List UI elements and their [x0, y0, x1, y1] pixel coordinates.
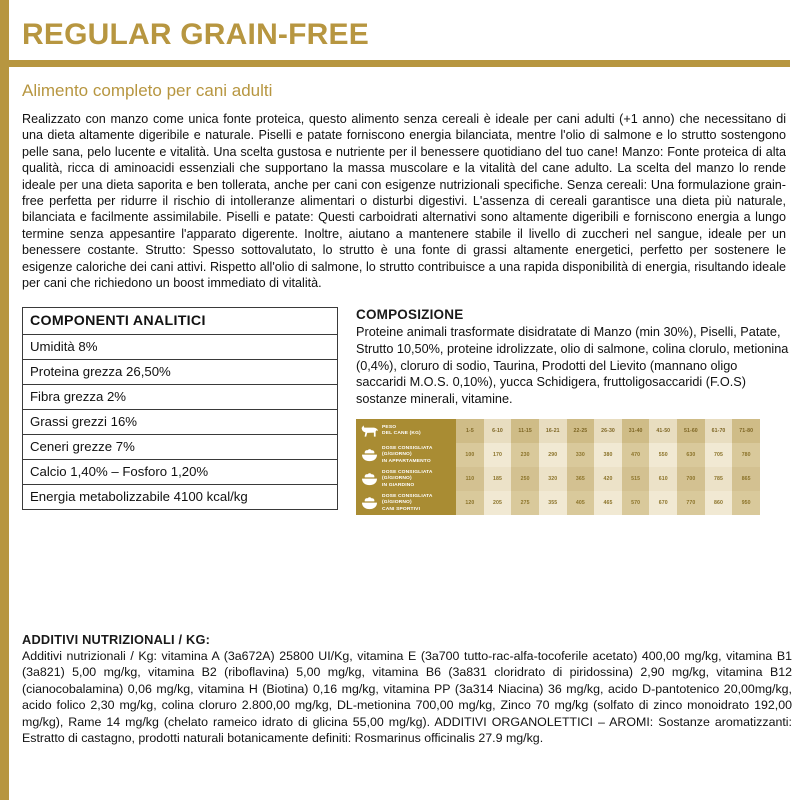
dose-cell: 185 [484, 467, 512, 491]
page-subtitle: Alimento completo per cani adulti [22, 81, 273, 100]
bowl-icon-cell [356, 491, 382, 515]
dose-cell: 365 [567, 467, 595, 491]
weight-header-cell: 31-40 [622, 419, 650, 443]
feeding-guide-wrapper [356, 419, 790, 515]
feeding-row-label: PESO DEL CANE (KG) [382, 419, 456, 443]
table-row [23, 308, 338, 335]
table-row [356, 467, 760, 491]
dose-cell: 275 [511, 491, 539, 515]
feeding-row-label: DOSE CONSIGLIATA (G/GIORNO) CANI SPORTIVI [382, 491, 456, 515]
left-accent-bar [0, 0, 9, 800]
table-row [23, 385, 338, 410]
weight-header-cell: 61-70 [705, 419, 733, 443]
analytic-cell: Fibra grezza 2% [23, 385, 338, 410]
dose-cell: 120 [456, 491, 484, 515]
product-description: Realizzato con manzo come unica fonte proteica, questo alimento senza cereali è ideale per cani adulti (+1 anno) che necessitano di una dieta altamente digeribile e naturale. Piselli e patate forniscono energia bilanciata, mentre l'olio di salmone e lo strutto sostengono pelle sana, pelo lucente e vitalità. Una scelta gustosa e nutriente per il benessere quotidiano del tuo cane! Manzo: Fonte proteica di alta qualità, ricca di aminoacidi essenziali che supportano la massa muscolare e la vitalità del cane adulto. La scelta del manzo lo rende ideale per una dieta saporita e ben tollerata, anche per cani con esigenze nutrizionali specifiche. Senza cereali: Una formulazione grain-free perfetta per ridurre il rischio di intolleranze alimentari o disturbi digestivi. L'assenza di cereali garantisce una dieta più naturale, bilanciata e facilmente assimilabile. Piselli e patate: Questi carboidrati alternativi sono altamente digeribili e forniscono energia a lungo termine senza appesantire l'apparato digerente. Inoltre, aiutano a mantenere stabile il livello di zuccheri nel sangue, ideale per un benessere costante. Strutto: Spesso sottovalutato, lo strutto è una fonte di grassi altamente energetici, perfetto per sostenere le esigenze caloriche dei cani attivi. Rispetto all'olio di salmone, lo strutto contribuisce a una rapida disponibilità di energia, risultando ideale per cani che richiedono un boost immediato di vitalità. [22, 112, 786, 291]
weight-header-cell: 6-10 [484, 419, 512, 443]
dose-cell: 950 [732, 491, 760, 515]
footer-section [22, 632, 792, 746]
dose-cell: 170 [484, 443, 512, 467]
dose-cell: 515 [622, 467, 650, 491]
table-row [356, 419, 760, 443]
dose-cell: 770 [677, 491, 705, 515]
weight-header-cell: 11-15 [511, 419, 539, 443]
dose-cell: 320 [539, 467, 567, 491]
analytic-cell: Ceneri grezze 7% [23, 435, 338, 460]
dose-cell: 290 [539, 443, 567, 467]
footer-text: Additivi nutrizionali / Kg: vitamina A (3a672A) 25800 UI/Kg, vitamina E (3a700 tutto-rac-alfa-tocoferile acetato) 400,00 mg/kg, vitamina B1 (3a821) 5,00 mg/kg, vitamina B2 (riboflavina) 5,00 mg/kg, vitamina B6 (3a831 cloridrato di piridossina) 2,90 mg/kg, vitamina B12 (cianocobalamina) 0,06 mg/kg, vitamina H (Biotina) 0,16 mg/kg, vitamina PP (3a314 Niacina) 36 mg/kg, acido D-pantotenico 20,00mg/kg, acido folico 2,30 mg/kg, colina cloruro 2.800,00 mg/kg, DL-metionina 700,00 mg/kg, Zinco 70 mg/kg (solfato di zinco monoidrato 192,00 mg/kg), Rame 14 mg/kg (chelato rameico idrato di glicina 55,00 mg/kg). ADDITIVI ORGANOLETTICI – AROMI: Sostanze aromatizzanti: Estratto di castagno, prodotti naturali botanicamente definiti: Rosmarinus officinalis 27.9 mg/kg. [22, 649, 792, 746]
table-row [23, 435, 338, 460]
table-row [23, 460, 338, 485]
composition-title: COMPOSIZIONE [356, 307, 464, 323]
two-column-section [22, 307, 790, 515]
bowl-icon-cell [356, 467, 382, 491]
dose-cell: 405 [567, 491, 595, 515]
food-bowl-icon [356, 496, 382, 511]
dose-cell: 420 [594, 467, 622, 491]
table-row [23, 335, 338, 360]
dose-cell: 470 [622, 443, 650, 467]
feeding-row-label: DOSE CONSIGLIATA (G/GIORNO) IN GIARDINO [382, 467, 456, 491]
analytic-components-table [22, 307, 338, 510]
weight-header-cell: 26-30 [594, 419, 622, 443]
analytic-cell: Proteina grezza 26,50% [23, 360, 338, 385]
page-title: REGULAR GRAIN-FREE [22, 18, 369, 51]
dose-cell: 100 [456, 443, 484, 467]
dose-cell: 705 [705, 443, 733, 467]
feeding-row-label: DOSE CONSIGLIATA (G/GIORNO) IN APPARTAMENTO [382, 443, 456, 467]
dose-cell: 865 [732, 467, 760, 491]
weight-header-cell: 22-25 [567, 419, 595, 443]
composition-column [356, 307, 790, 515]
dose-cell: 380 [594, 443, 622, 467]
dose-cell: 205 [484, 491, 512, 515]
table-row [23, 485, 338, 510]
analytic-cell: Grassi grezzi 16% [23, 410, 338, 435]
analytic-cell: Energia metabolizzabile 4100 kcal/kg [23, 485, 338, 510]
weight-header-cell: 51-60 [677, 419, 705, 443]
footer-title: ADDITIVI NUTRIZIONALI / KG: [22, 632, 211, 647]
dog-icon [356, 424, 382, 438]
dose-cell: 330 [567, 443, 595, 467]
table-row [23, 410, 338, 435]
composition-text: Proteine animali trasformate disidratate di Manzo (min 30%), Piselli, Patate, Strutto 10,50%, proteine idrolizzate, olio di salmone, colina clorulo, metionina (0,4%), cloruro di sodio, Taurina, Prodotti del Lievito (mannano oligo saccaridi M.O.S. 0,10%), yucca Schidigera, fruttoligosaccaridi (F.O.S) sostanze minerali, vitamine. [356, 325, 789, 406]
feeding-guide-table [356, 419, 760, 515]
dose-cell: 860 [705, 491, 733, 515]
dose-cell: 610 [649, 467, 677, 491]
title-divider [0, 60, 790, 67]
dose-cell: 670 [649, 491, 677, 515]
dose-cell: 110 [456, 467, 484, 491]
weight-header-cell: 41-50 [649, 419, 677, 443]
dose-cell: 230 [511, 443, 539, 467]
dose-cell: 465 [594, 491, 622, 515]
dose-cell: 780 [732, 443, 760, 467]
feeding-table-body [356, 419, 760, 515]
dose-cell: 570 [622, 491, 650, 515]
table-row [356, 491, 760, 515]
analytic-cell: Calcio 1,40% – Fosforo 1,20% [23, 460, 338, 485]
dose-cell: 700 [677, 467, 705, 491]
weight-header-cell: 71-80 [732, 419, 760, 443]
dose-cell: 355 [539, 491, 567, 515]
dose-cell: 550 [649, 443, 677, 467]
dose-cell: 785 [705, 467, 733, 491]
weight-header-cell: 16-21 [539, 419, 567, 443]
dog-icon-cell [356, 419, 382, 443]
analytic-table-body [23, 308, 338, 510]
analytic-table-header: COMPONENTI ANALITICI [23, 308, 338, 335]
analytic-column [22, 307, 342, 515]
bowl-icon-cell [356, 443, 382, 467]
food-bowl-icon [356, 448, 382, 463]
weight-header-cell: 1-5 [456, 419, 484, 443]
table-row [356, 443, 760, 467]
table-row [23, 360, 338, 385]
dose-cell: 630 [677, 443, 705, 467]
dose-cell: 250 [511, 467, 539, 491]
analytic-cell: Umidità 8% [23, 335, 338, 360]
food-bowl-icon [356, 472, 382, 487]
